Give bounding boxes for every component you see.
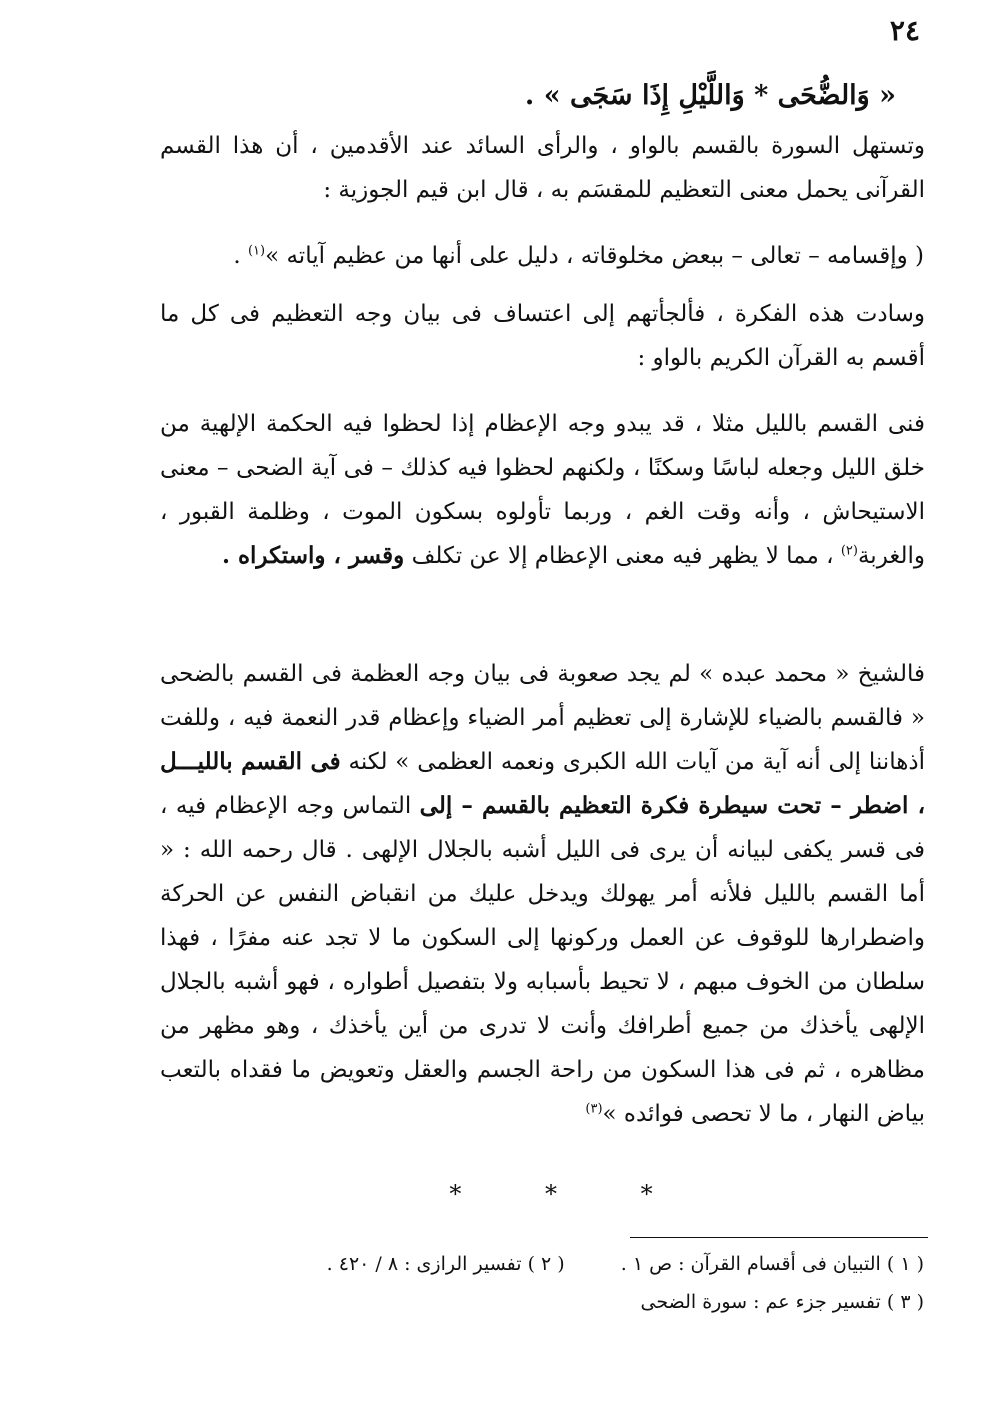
footnote-rule	[630, 1237, 928, 1238]
para3-text-a: فنى القسم بالليل مثلا ، قد يبدو وجه الإعظام إذا لحظوا فيه الحكمة الإلهية من خلق الليل وجعله لباسًا وسكنًا ، ولكنهم لحظوا فيه كذلك – فى آية الضحى – معنى الاستيحاش ، وأنه وقت الغم ، وربما تأولوه بسكون الموت ، وظلمة القبور ، والغربة	[160, 411, 925, 569]
footnote-row	[224, 1245, 924, 1283]
footnote-1: ( ١ ) التبيان فى أقسام القرآن : ص ١ .	[620, 1253, 924, 1275]
footnote-ref-2: (٢)	[840, 543, 858, 559]
paragraph-intro: وتستهل السورة بالقسم بالواو ، والرأى السائد عند الأقدمين ، أن هذا القسم القرآنى يحمل معنى التعظيم للمقسَم به ، قال ابن قيم الجوزية :	[160, 133, 925, 203]
para3-text-c: وقسر ، واستكراه .	[221, 542, 405, 569]
para4-text-a: فالشيخ « محمد عبده » لم يجد صعوبة فى بيان وجه العظمة فى القسم بالضحى « فالقسم بالضياء للإشارة إلى تعظيم أمر الضياء وإعظام قدر النعمة فيه ، وللفت أذهاننا إلى أنه آية من آيات الله الكبرى ونعمه العظمى » لكنه	[160, 661, 925, 775]
footnote-row	[224, 1283, 924, 1321]
para4-text-b: فى القسم بالليـــل ، اضطر – تحت سيطرة فكرة التعظيم بالقسم – إلى	[160, 748, 925, 819]
section-separator: * * *	[449, 1180, 691, 1208]
para3-text-b: ، مما لا يظهر فيه معنى الإعظام إلا عن تكلف	[411, 543, 834, 569]
paragraph-night-oath	[160, 402, 925, 578]
footnotes	[224, 1245, 924, 1321]
footnote-3: ( ٣ ) تفسير جزء عم : سورة الضحى	[640, 1291, 924, 1313]
paragraph-abduh	[160, 652, 925, 1136]
page-number: ٢٤	[889, 14, 920, 47]
quranic-verse: « وَالضُّحَى * وَاللَّيْلِ إِذَا سَجَى » .	[524, 80, 896, 111]
paragraph-idea: وسادت هذه الفكرة ، فألجأتهم إلى اعتساف فى بيان وجه التعظيم فى كل ما أقسم به القرآن الكريم بالواو :	[160, 301, 925, 371]
quote-ibn-qayyim	[154, 234, 924, 278]
quote-text: ( وإقسامه – تعالى – ببعض مخلوقاته ، دليل على أنها من عظيم آياته »	[265, 243, 924, 269]
footnote-ref-1: (١)	[247, 243, 266, 259]
para4-text-c: التماس وجه الإعظام فيه ، فى قسر يكفى لبيانه أن يرى فى الليل أشبه بالجلال الإلهى . قال رحمه الله : « أما القسم بالليل فلأنه أمر يهولك ويدخل عليك من انقباض النفس عن الحركة واضطرارها للوقوف عن العمل وركونها إلى السكون ما لا تجد عنه مفرًا ، فهذا سلطان من الخوف مبهم ، لا تحيط بأسبابه ولا بتفصيل أطواره ، فهو أشبه بالجلال الإلهى يأخذك من جميع أطرافك وأنت لا تدرى من أين يأخذك ، وهو مظهر من مظاهره ، ثم فى هذا السكون من راحة الجسم والعقل وتعويض ما فقداه بالتعب بياض النهار ، ما لا تحصى فوائده »	[160, 793, 925, 1127]
quote-end: .	[233, 243, 248, 269]
footnote-ref-3: (٣)	[585, 1101, 603, 1117]
footnote-2: ( ٢ ) تفسير الرازى : ٨ / ٤٢٠ .	[326, 1253, 565, 1275]
